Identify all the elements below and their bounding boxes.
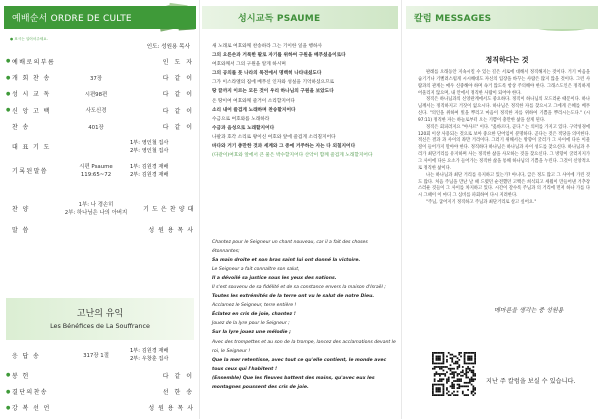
psalm-verse: 새 노래로 여호와께 찬송하라 그는 기이한 일을 행하사: [212, 44, 323, 49]
order-item-name: 봉 헌: [12, 372, 30, 380]
order-row: [6, 102, 194, 118]
psalm-verse: Que la mer retentisse, avec tout ce qu'elle contient, le monde avec tous ceux qui l'habitent !: [212, 357, 387, 372]
order-item-leader: 다 같 이: [162, 124, 194, 132]
order-item-detail: 317장 1절: [83, 353, 109, 359]
psalm-verse: Le Seigneur a fait connaître son salut,: [212, 267, 300, 273]
psalm-banner: [202, 6, 398, 29]
standing-marker: ●: [6, 404, 11, 411]
psalm-verse: Toutes les extrémités de la terre ont vu le salut de notre Dieu.: [212, 294, 375, 300]
psalm-verse: 바다와 거기 충만한 것과 세계와 그 중에 거주하는 자는 다 외칠지어다: [212, 144, 356, 150]
order-item-name: 결단의찬송: [12, 389, 48, 397]
psalm-verse: 수금과 음성으로 노래할지어다: [212, 125, 275, 131]
psalm-verse: 온 땅이여 여호와께 즐거이 소리할지어다: [212, 98, 295, 104]
order-item-name: 성 시 교 독: [12, 91, 51, 99]
order-row: [6, 86, 194, 102]
psalm-verse: 여호와께서 그의 구원을 알게 하시며: [212, 62, 286, 68]
order-row: [6, 383, 194, 399]
order-item-leader: 성 원 용 목 사: [148, 405, 194, 413]
order-item-detail: 시편98편: [84, 91, 108, 98]
order-row: [6, 135, 194, 159]
order-item-leader: 다 같 이: [162, 372, 194, 380]
psalm-verse: Acclamez le Seigneur, terre entière !: [212, 303, 297, 309]
psalm-korean-text: [212, 42, 396, 160]
psalm-verse: (Ensemble) Que les fleuves battent des mains, qu'avec eux les montagnes poussent des cris de joie.: [212, 375, 375, 390]
officiant: 인도: 성원용 목사: [146, 44, 190, 50]
sermon-title-french: Les Bénéfices de La Souffrance: [50, 322, 150, 330]
order-item-name: 강 복 선 언: [12, 405, 51, 413]
order-item-detail: 사도신경: [85, 108, 107, 115]
qr-caption: 지난 주 칼럼을 보실 수 있습니다.: [486, 378, 576, 385]
order-row: [6, 197, 194, 221]
psalm-verse: Il s'est souvenu de sa fidélité et de sa constance envers la maison d'Israël ;: [212, 285, 386, 291]
order-item-leader: 1부: 김원경 재배 2부: 우창훈 집사: [130, 348, 169, 362]
psalm-verse: 나팔과 호각 소리로 왕이신 여호와 앞에 즐겁게 소리칠지어다: [212, 134, 336, 140]
order-row: [6, 221, 194, 237]
qr-code[interactable]: [432, 352, 476, 396]
psalm-verse: Il a dévoilé sa justice sous les yeux des nations.: [212, 276, 337, 282]
sermon-title-box: [6, 298, 194, 340]
order-item-name: 신 앙 고 백: [12, 107, 51, 115]
order-item-leader: 다 같 이: [162, 91, 194, 99]
order-row: [6, 367, 194, 383]
psalm-verse: 수금으로 여호와를 노래하라: [212, 116, 270, 122]
messages-banner: [406, 6, 598, 29]
order-item-name: 기록된말씀: [12, 168, 48, 176]
column-paragraph: 정직은 하나님과의 신앙관계에서도 중요하다. 정직이 하나님의 모드러운 때문이다. 하나님께서는 정직하지고 거짓이 없으시다. 하나님은 정직한 자를 찾으시고 그에게 은혜를 베푸신다. "의인을 위하여 빛을 뿌리고 마음이 정직한 자를 위하여 기쁨을 뿌리시는도다." (시 97:11) 정직한 자는 하늘로부터 오는 기쁨이 충만한 삶을 살게 된다.: [418, 97, 590, 123]
order-item-leader: 성 원 용 목 사: [148, 226, 194, 234]
order-row: [6, 53, 194, 69]
column-heading: 정직하다는 것: [485, 56, 529, 64]
column-paragraph: 나는 하나님과 최단 거리를 유지하고 있는가? 아니다, 급은 정도 많고 그 사이에 가린 것도 많다. 처음 주님을 만난 날 때 드렸던 순전했던 고백은 희석되고 세월이 만들어낸 거추장스러운 것들이 그 사이를 차지하고 있다. 시간이 갈수록 주님과 의 거리에 먼저 하나 가를 다시 그때이 이 마디 그 심비를 파회하여 다시 지려한다.: [418, 172, 590, 199]
psalm-verse: (다같이)여호와 앞에서 큰 물은 박수할지어다 산악이 함께 즐겁게 노래할지어다: [212, 153, 373, 159]
order-item-detail: 37장: [89, 75, 103, 82]
column-paragraph: 정직은 회피려지요 "야사르" 이다. "옳바르다, 곧다." 는 의미를 가지고 있다. 구약성경에 120회 이상 사용되는 것으로 보아 중요한 단어임이 분명하다. 곧다는 것은 적당을 의미한다. 적신은 결과 과 사이의 좌만 거리이다. 그러기 위해서는 방향이 굴러가 그 사이에 다른 이물질이 들어가지 말아야 한다. 정직하다 하나님은 하나님과 사이 성도를 찾으신다. 하나님과 우리가 최단거리를 유지하며 사는 정직한 삶을 사모하는 것을 찾으신다. 그 방향이 굴러지지가 그 사이에 다른 요소가 들어가는 정직한 삶을 통해 하나님의 기쁨을 누린다. 그것이 신앙적으로 정직한 삶이다.: [418, 124, 591, 171]
column-paragraph: 판례를 오래동안 지속시킬 수 있는 길은 서로에 대해서 정직해지는 것이다. 거기 마음을 숨기거나 기뻘려스럽게 시시해대도 자신의 입장을 바꾸는 사람은 많지 않을 것이다. 그런 사람과의 관계는 매우 신중해야 하며 속거 않도록 항상 주의해야 한다. 그래스도인은 정직하게 어울리지 않으며, 내 안에서 정직한 사람이 되어야 한다.: [418, 70, 590, 96]
psalm-french-text: [212, 238, 396, 392]
messages-title: 칼럼 MESSAGES: [414, 14, 492, 24]
psalm-verse: 그의 오른손과 거룩한 팔로 자기를 위하여 구원을 베푸셨음이로다: [212, 53, 346, 59]
worship-order-title: 예배순서 ORDRE DE CULTE: [12, 14, 132, 24]
order-item-name: 찬 송: [12, 124, 30, 132]
order-row: [6, 343, 194, 367]
order-row: [6, 400, 194, 416]
order-row: [6, 69, 194, 85]
order-item-leader: 기 도 은 찬 양 대: [143, 206, 194, 214]
order-item-detail: 1부: 나 경손히 2부: 하나님은 나의 아버지: [64, 201, 128, 216]
standing-marker: ●: [6, 372, 11, 379]
psalm-verse: Sa main droite et son bras saint lui ont donné la victoire.: [212, 258, 361, 264]
order-row: [6, 159, 194, 183]
psalm-column: [200, 0, 400, 419]
order-item-leader: 1부: 영인철 집사 2부: 영인철 집사: [130, 139, 169, 154]
worship-order-list: [6, 53, 194, 237]
column-body: [418, 70, 590, 207]
order-item-leader: 1부: 김원경 재배 2부: 김원경 재배: [130, 163, 169, 178]
order-item-leader: 선 한 송: [162, 389, 194, 397]
order-item-leader: 다 같 이: [162, 75, 194, 83]
column-paragraph: "주님, 굽어지기 정직하고 주님과 최단거리로 살고 싶어요.": [426, 200, 537, 206]
psalm-title: 성시교독 PSAUME: [238, 14, 321, 24]
psalm-verse: Avec des trompettes et au son de la trompe, lancez des acclamations devant le roi, le Seigneur !: [212, 339, 396, 354]
standing-marker: ●: [6, 107, 11, 114]
messages-column: [402, 0, 600, 419]
psalm-verse: Jouez de la lyre pour le Seigneur ;: [212, 321, 290, 327]
standing-marker: ●: [6, 388, 11, 395]
signature: 메마른을 생각는 중 성원용: [494, 307, 564, 314]
psalm-verse: 땅 끝까지 이르는 모든 것이 우리 하나님의 구원을 보았도다: [212, 89, 334, 95]
standing-note: ● 표시는 일어서주세요.: [10, 37, 48, 41]
order-item-name: 예배로의부름: [12, 58, 56, 66]
standing-marker: ●: [6, 58, 11, 65]
order-row: [6, 119, 194, 135]
sermon-title-korean: 고난의 유익: [76, 309, 124, 319]
psalm-verse: Éclatez en cris de joie, chantez !: [212, 312, 296, 318]
order-item-name: 찬 양: [12, 206, 30, 214]
order-item-name: 개 회 찬 송: [12, 75, 51, 83]
standing-marker: ●: [6, 74, 11, 81]
order-item-name: 응 답 송: [12, 352, 41, 360]
psalm-verse: Sur la lyre jouez une mélodie ;: [212, 330, 291, 336]
standing-marker: ●: [6, 90, 11, 97]
worship-order-banner: [4, 6, 196, 29]
psalm-verse: Chantez pour le Seigneur un chant nouveau, car il a fait des choses étonnantes;: [212, 240, 368, 255]
psalm-verse: 그의 공의를 뭇 나라의 목전에서 명백히 나타내셨도다: [212, 71, 322, 77]
order-item-leader: 다 같 이: [162, 107, 194, 115]
worship-order-list-after-sermon: [6, 343, 194, 416]
order-item-leader: 인 도 자: [162, 58, 194, 66]
order-item-detail: 시편 Psaume 119:65~72: [79, 163, 113, 178]
worship-order-column: [0, 0, 198, 419]
psalm-verse: 그가 이스라엘의 집에 베푸신 인자와 성실을 기억하셨으므로: [212, 80, 335, 86]
order-item-detail: 401장: [88, 124, 104, 131]
psalm-verse: 소리 내어 즐겁게 노래하며 찬송할지어다: [212, 107, 296, 113]
order-item-name: 말 씀: [12, 226, 30, 234]
order-item-name: 대 표 기 도: [12, 144, 51, 152]
